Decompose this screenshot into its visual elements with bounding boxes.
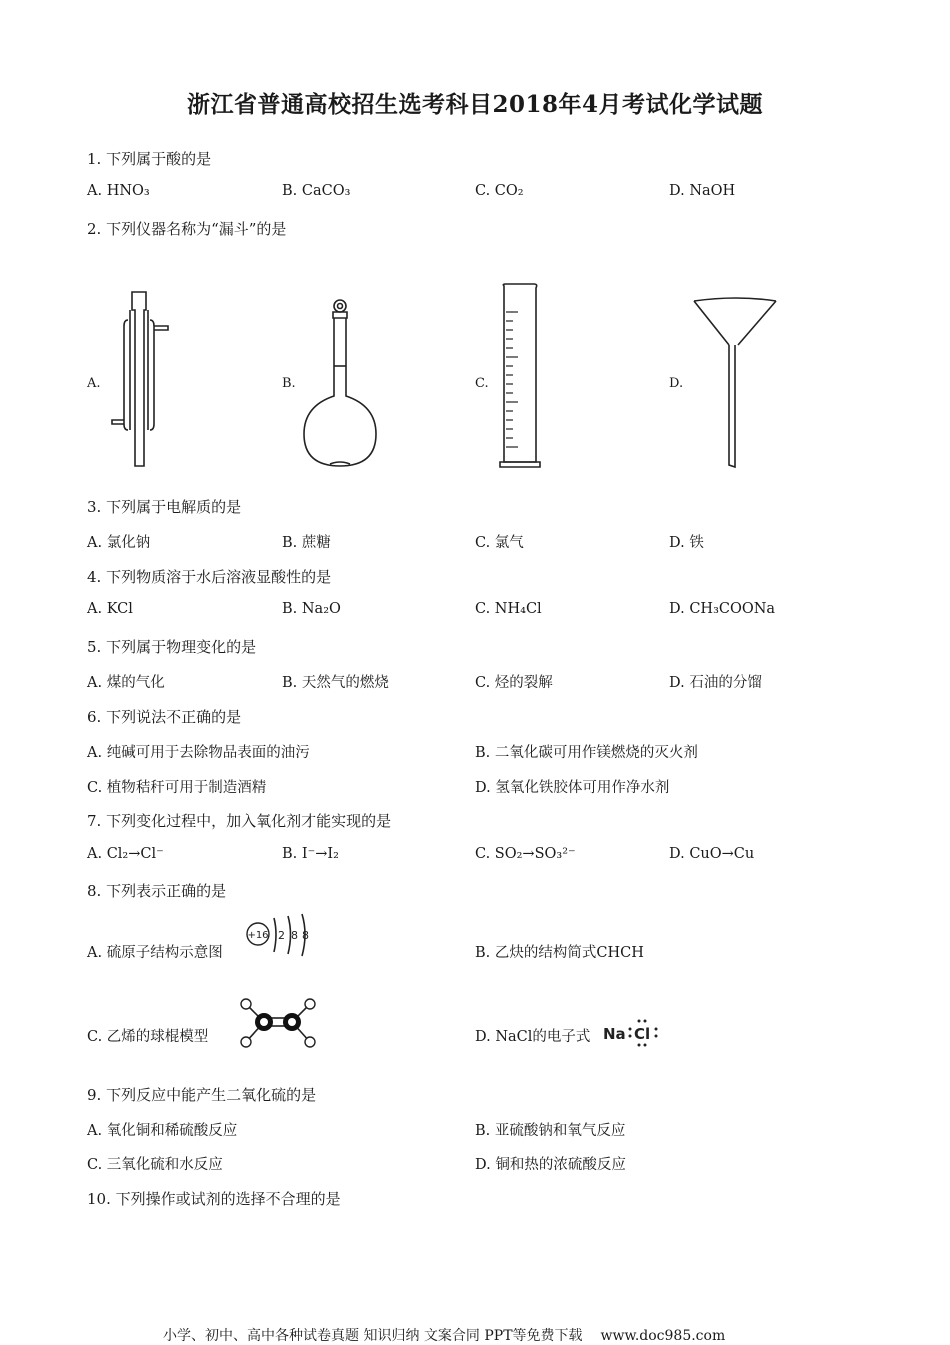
q9-option-a: A. 氧化铜和稀硫酸反应 [87,1123,238,1139]
q2-option-d: D. [669,376,684,391]
question-6-stem: 6. 下列说法不正确的是 [87,708,242,726]
q3-option-d: D. 铁 [669,535,704,551]
q8-option-d: D. NaCl的电子式 [475,1029,591,1045]
q9-option-d: D. 铜和热的浓硫酸反应 [475,1157,626,1173]
shell-1-electrons: 2 [278,929,285,942]
question-5-stem: 5. 下列属于物理变化的是 [87,638,257,656]
q3-option-b: B. 蔗糖 [282,535,331,551]
q8-option-b: B. 乙炔的结构简式CHCH [475,945,644,961]
sulfur-atom-structure-icon [244,912,314,962]
nacl-lewis-structure-icon [601,1016,661,1050]
q3-option-a: A. 氯化钠 [87,535,151,551]
q5-option-d: D. 石油的分馏 [669,675,762,691]
ethylene-ball-stick-model-icon [236,996,320,1052]
shell-3-electrons: 8 [302,929,309,942]
question-9-stem: 9. 下列反应中能产生二氧化硫的是 [87,1086,317,1104]
lewis-na-symbol: Na [603,1025,626,1043]
volumetric-flask-icon [300,296,380,470]
q7-option-b: B. I⁻→I₂ [282,846,339,862]
q1-option-d: D. NaOH [669,183,736,199]
graduated-cylinder-icon [496,282,546,470]
q7-option-c: C. SO₂→SO₃²⁻ [475,846,576,862]
q5-option-c: C. 烃的裂解 [475,675,553,691]
question-8-stem: 8. 下列表示正确的是 [87,882,227,900]
footer-text: 小学、初中、高中各种试卷真题 知识归纳 文案合同 PPT等免费下载 [163,1328,583,1344]
q2-option-a: A. [87,376,101,391]
page-footer [163,1325,725,1345]
atom-nucleus-label: +16 [247,930,269,941]
question-2-stem: 2. 下列仪器名称为“漏斗”的是 [87,220,287,238]
q2-option-c: C. [475,376,489,391]
q6-option-d: D. 氢氧化铁胶体可用作净水剂 [475,780,670,796]
shell-2-electrons: 8 [291,929,298,942]
condenser-icon [108,290,172,470]
q4-option-a: A. KCl [87,601,133,617]
question-3-stem: 3. 下列属于电解质的是 [87,498,242,516]
footer-url-link[interactable]: www.doc985.com [600,1328,726,1344]
question-4-stem: 4. 下列物质溶于水后溶液显酸性的是 [87,568,332,586]
q1-option-c: C. CO₂ [475,183,524,199]
funnel-icon [690,295,780,471]
q9-option-c: C. 三氧化硫和水反应 [87,1157,223,1173]
exam-title: 浙江省普通高校招生选考科目2018年4月考试化学试题 [186,91,764,118]
q4-option-b: B. Na₂O [282,601,341,617]
question-10-stem: 10. 下列操作或试剂的选择不合理的是 [87,1190,341,1208]
q4-option-c: C. NH₄Cl [475,601,542,617]
q6-option-a: A. 纯碱可用于去除物品表面的油污 [87,745,310,761]
q8-option-c: C. 乙烯的球棍模型 [87,1029,209,1045]
q5-option-b: B. 天然气的燃烧 [282,675,389,691]
q1-option-b: B. CaCO₃ [282,183,351,199]
lewis-cl-symbol: Cl [634,1025,651,1043]
q2-option-b: B. [282,376,296,391]
q9-option-b: B. 亚硫酸钠和氧气反应 [475,1123,626,1139]
q6-option-b: B. 二氧化碳可用作镁燃烧的灭火剂 [475,745,698,761]
q5-option-a: A. 煤的气化 [87,675,165,691]
question-7-stem: 7. 下列变化过程中，加入氧化剂才能实现的是 [87,812,392,830]
q4-option-d: D. CH₃COONa [669,601,776,617]
q7-option-a: A. Cl₂→Cl⁻ [87,846,164,862]
q6-option-c: C. 植物秸秆可用于制造酒精 [87,780,267,796]
question-1-stem: 1. 下列属于酸的是 [87,150,212,168]
q7-option-d: D. CuO→Cu [669,846,755,862]
q8-option-a: A. 硫原子结构示意图 [87,945,223,961]
q1-option-a: A. HNO₃ [87,183,150,199]
q3-option-c: C. 氯气 [475,535,524,551]
